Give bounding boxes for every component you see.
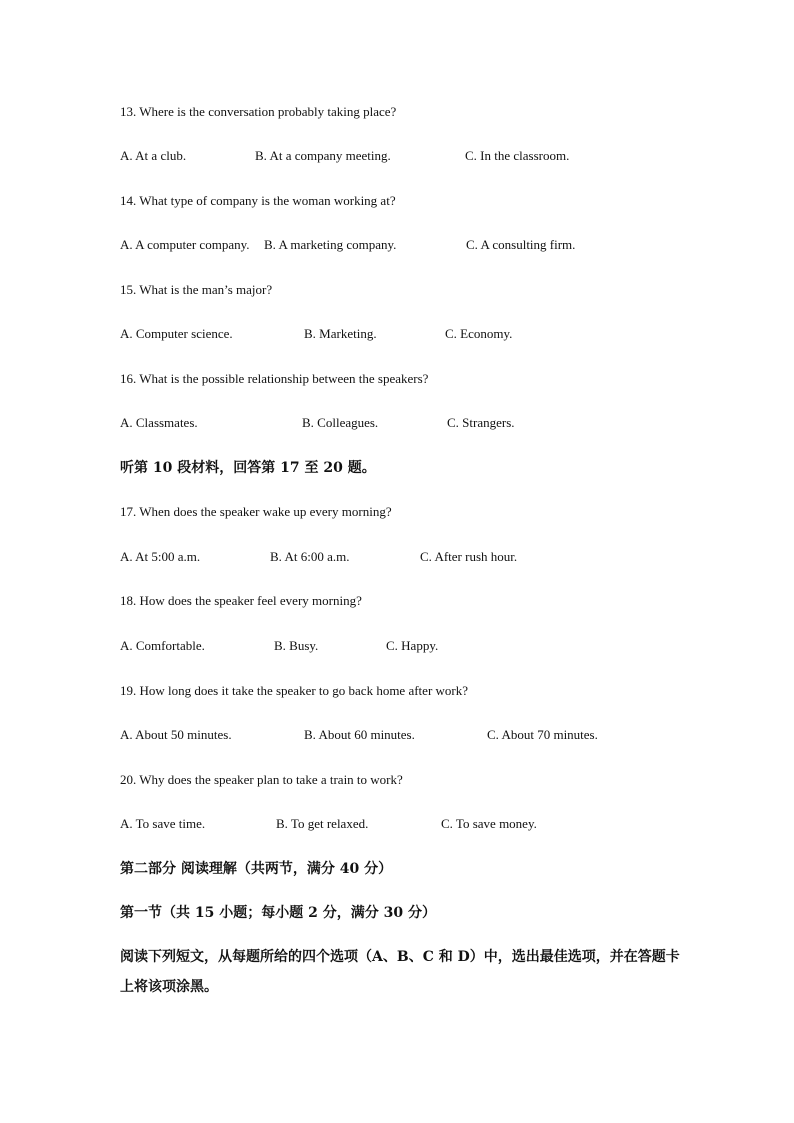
- q18-option-b: B. Busy.: [274, 638, 319, 653]
- q16-option-a: A. Classmates.: [120, 415, 198, 430]
- q14-option-b: B. A marketing company.: [264, 237, 397, 252]
- reading-instructions: 阅读下列短文，从每题所给的四个选项（A、B、C 和 D）中，选出最佳选项，并在答题卡上将该项涂黑。: [120, 949, 680, 995]
- q15-option-c: C. Economy.: [445, 326, 513, 341]
- question-20: 20. Why does the speaker plan to take a train to work?: [120, 772, 403, 787]
- question-19: 19. How long does it take the speaker to go back home after work?: [120, 683, 469, 698]
- q15-option-b: B. Marketing.: [304, 326, 377, 341]
- question-18: 18. How does the speaker feel every morning?: [120, 593, 362, 608]
- q20-option-c: C. To save money.: [441, 816, 537, 831]
- q20-option-a: A. To save time.: [120, 816, 206, 831]
- q16-option-b: B. Colleagues.: [302, 415, 379, 430]
- q17-option-c: C. After rush hour.: [420, 549, 518, 564]
- question-17: 17. When does the speaker wake up every morning?: [120, 504, 392, 519]
- q18-option-a: A. Comfortable.: [120, 638, 205, 653]
- question-13: 13. Where is the conversation probably taking place?: [120, 104, 397, 119]
- question-15: 15. What is the man’s major?: [120, 282, 273, 297]
- section1-heading: 第一节（共 15 小题；每小题 2 分，满分 30 分）: [120, 905, 436, 921]
- part2-heading: 第二部分 阅读理解（共两节，满分 40 分）: [120, 861, 393, 877]
- question-16: 16. What is the possible relationship between the speakers?: [120, 371, 429, 386]
- q20-option-b: B. To get relaxed.: [276, 816, 369, 831]
- q17-option-b: B. At 6:00 a.m.: [270, 549, 350, 564]
- q14-option-c: C. A consulting firm.: [466, 237, 576, 252]
- q13-option-a: A. At a club.: [120, 148, 187, 163]
- q19-option-c: C. About 70 minutes.: [487, 727, 598, 742]
- q19-option-a: A. About 50 minutes.: [120, 727, 232, 742]
- q15-option-a: A. Computer science.: [120, 326, 233, 341]
- q13-option-b: B. At a company meeting.: [255, 148, 391, 163]
- section-heading-passage-10: 听第 10 段材料，回答第 17 至 20 题。: [120, 460, 376, 476]
- question-14: 14. What type of company is the woman working at?: [120, 193, 396, 208]
- q14-option-a: A. A computer company.: [120, 237, 250, 252]
- q13-option-c: C. In the classroom.: [465, 148, 570, 163]
- q18-option-c: C. Happy.: [386, 638, 439, 653]
- q17-option-a: A. At 5:00 a.m.: [120, 549, 201, 564]
- q16-option-c: C. Strangers.: [447, 415, 515, 430]
- q19-option-b: B. About 60 minutes.: [304, 727, 415, 742]
